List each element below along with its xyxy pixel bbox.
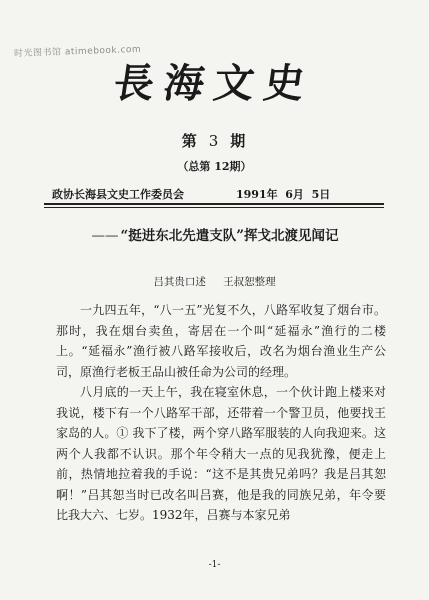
article-byline: 吕其贵口述 王叔恕整理: [153, 276, 276, 288]
header-rule-thick: [44, 203, 384, 205]
paragraph: 八月底的一天上午，我在寝室休息，一个伙计跑上楼来对我说，楼下有一个八路军干部，还带着一个警卫员，他要找王家岛的人。① 我下了楼，两个穿八路军服装的人向我迎来。这两个人我都不认识。那个年令稍大一点的见我犹豫，便走上前，热情地拉着我的手说：“这不是其贵兄弟吗？我是吕其恕啊！”吕其恕当时已改名叫吕赛，他是我的同族兄弟，年令要比我大六、七岁。1932年，吕赛与本家兄弟: [56, 385, 386, 522]
masthead-title: 長海文史: [110, 60, 318, 107]
publication-date: 1991年 6月 5日: [236, 188, 331, 201]
total-issue: （总第 12期）: [177, 160, 252, 173]
issue-prefix: 第: [181, 132, 199, 150]
page-number: -1-: [208, 560, 221, 570]
article-body: [56, 300, 386, 526]
issue-line: [0, 130, 429, 151]
issue-number: 3: [208, 132, 221, 150]
watermark-text: 时光图书馆 atimebook.com: [13, 44, 142, 60]
title-dash: ——: [91, 228, 119, 244]
article-title: “挺进东北先遣支队”挥戈北渡见闻记: [120, 228, 339, 244]
publisher: 政协长海县文史工作委员会: [52, 188, 184, 201]
paragraph: 一九四五年，“八一五”光复不久，八路军收复了烟台市。那时，我在烟台卖鱼，寄居在一个叫“延福永”渔行的二楼上。“延福永”渔行被八路军接收后，改名为烟台渔业生产公司，原渔行老板王品山被任命为公司的经理。: [56, 303, 386, 379]
issue-suffix: 期: [230, 132, 248, 150]
header-rule-thin: [44, 207, 384, 208]
article-title-line: [30, 224, 400, 244]
